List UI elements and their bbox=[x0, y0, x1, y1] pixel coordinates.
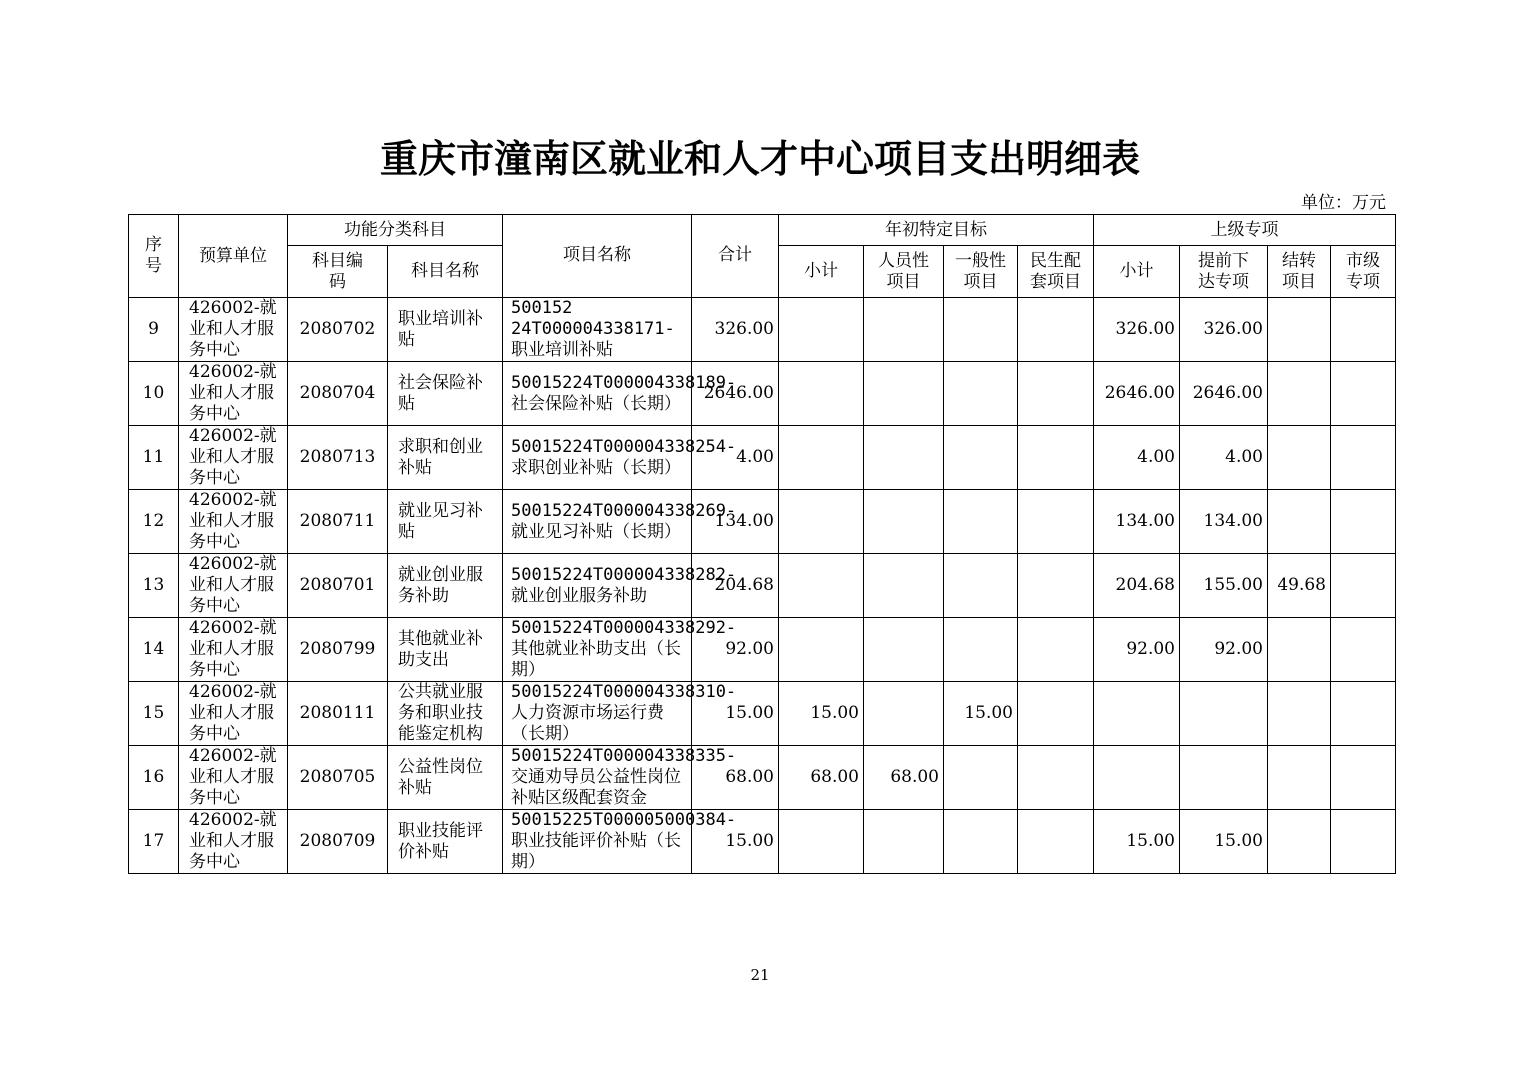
cell-personnel bbox=[864, 682, 944, 746]
cell-livelihood bbox=[1018, 810, 1094, 874]
cell-code: 2080702 bbox=[288, 298, 388, 362]
cell-superior-subtotal bbox=[1094, 746, 1180, 810]
cell-carryover: 49.68 bbox=[1268, 554, 1331, 618]
cell-personnel bbox=[864, 298, 944, 362]
header-subject-code: 科目编码 bbox=[288, 246, 388, 298]
cell-general bbox=[944, 490, 1018, 554]
cell-personnel bbox=[864, 426, 944, 490]
cell-carryover bbox=[1268, 618, 1331, 682]
cell-general bbox=[944, 746, 1018, 810]
cell-code: 2080705 bbox=[288, 746, 388, 810]
header-superior-group: 上级专项 bbox=[1094, 215, 1396, 246]
cell-livelihood bbox=[1018, 490, 1094, 554]
cell-superior-subtotal: 134.00 bbox=[1094, 490, 1180, 554]
cell-seq: 17 bbox=[129, 810, 179, 874]
cell-city bbox=[1331, 618, 1396, 682]
header-budget-unit: 预算单位 bbox=[179, 215, 288, 298]
cell-subject-name: 职业培训补贴 bbox=[388, 298, 503, 362]
cell-total: 204.68 bbox=[692, 554, 779, 618]
cell-total: 92.00 bbox=[692, 618, 779, 682]
cell-carryover bbox=[1268, 362, 1331, 426]
cell-superior-subtotal: 326.00 bbox=[1094, 298, 1180, 362]
cell-livelihood bbox=[1018, 362, 1094, 426]
page-title: 重庆市潼南区就业和人才中心项目支出明细表 bbox=[379, 136, 1140, 181]
cell-subject-name: 其他就业补助支出 bbox=[388, 618, 503, 682]
cell-unit: 426002-就业和人才服务中心 bbox=[179, 746, 288, 810]
cell-personnel bbox=[864, 490, 944, 554]
cell-unit: 426002-就业和人才服务中心 bbox=[179, 554, 288, 618]
cell-code: 2080704 bbox=[288, 362, 388, 426]
unit-label: 单位：万元 bbox=[1301, 193, 1386, 213]
cell-unit: 426002-就业和人才服务中心 bbox=[179, 490, 288, 554]
cell-total: 15.00 bbox=[692, 682, 779, 746]
cell-carryover bbox=[1268, 298, 1331, 362]
cell-subject-name: 求职和创业补贴 bbox=[388, 426, 503, 490]
header-subject-name: 科目名称 bbox=[388, 246, 503, 298]
table-row bbox=[129, 554, 1396, 618]
cell-advance: 155.00 bbox=[1180, 554, 1268, 618]
cell-annual-subtotal bbox=[779, 618, 864, 682]
cell-total: 4.00 bbox=[692, 426, 779, 490]
cell-superior-subtotal: 2646.00 bbox=[1094, 362, 1180, 426]
cell-project: 50015224T000004338269-就业见习补贴（长期） bbox=[503, 490, 692, 554]
cell-unit: 426002-就业和人才服务中心 bbox=[179, 810, 288, 874]
cell-project: 50015224T000004338189-社会保险补贴（长期） bbox=[503, 362, 692, 426]
cell-annual-subtotal bbox=[779, 426, 864, 490]
cell-seq: 16 bbox=[129, 746, 179, 810]
cell-code: 2080701 bbox=[288, 554, 388, 618]
cell-subject-name: 公共就业服务和职业技能鉴定机构 bbox=[388, 682, 503, 746]
cell-livelihood bbox=[1018, 618, 1094, 682]
header-annual-subtotal: 小计 bbox=[779, 246, 864, 298]
header-project-name: 项目名称 bbox=[503, 215, 692, 298]
cell-project: 50015224T000004338310-人力资源市场运行费（长期） bbox=[503, 682, 692, 746]
cell-code: 2080111 bbox=[288, 682, 388, 746]
header-general: 一般性项目 bbox=[944, 246, 1018, 298]
cell-carryover bbox=[1268, 810, 1331, 874]
header-advance: 提前下达专项 bbox=[1180, 246, 1268, 298]
table-row bbox=[129, 810, 1396, 874]
cell-annual-subtotal bbox=[779, 362, 864, 426]
cell-project: 50015225T000005000384-职业技能评价补贴（长期） bbox=[503, 810, 692, 874]
cell-total: 2646.00 bbox=[692, 362, 779, 426]
cell-annual-subtotal bbox=[779, 810, 864, 874]
cell-general bbox=[944, 426, 1018, 490]
cell-project: 50015224T000004338282-就业创业服务补助 bbox=[503, 554, 692, 618]
page-number: 21 bbox=[750, 966, 770, 984]
cell-city bbox=[1331, 682, 1396, 746]
table-row bbox=[129, 618, 1396, 682]
header-annual-group: 年初特定目标 bbox=[779, 215, 1094, 246]
cell-seq: 15 bbox=[129, 682, 179, 746]
header-livelihood: 民生配套项目 bbox=[1018, 246, 1094, 298]
header-personnel: 人员性项目 bbox=[864, 246, 944, 298]
cell-advance: 4.00 bbox=[1180, 426, 1268, 490]
cell-city bbox=[1331, 362, 1396, 426]
cell-personnel bbox=[864, 362, 944, 426]
cell-seq: 10 bbox=[129, 362, 179, 426]
table-body bbox=[129, 298, 1396, 874]
cell-personnel: 68.00 bbox=[864, 746, 944, 810]
cell-seq: 9 bbox=[129, 298, 179, 362]
cell-subject-name: 公益性岗位补贴 bbox=[388, 746, 503, 810]
table-row bbox=[129, 490, 1396, 554]
cell-superior-subtotal: 4.00 bbox=[1094, 426, 1180, 490]
header-total: 合计 bbox=[692, 215, 779, 298]
cell-city bbox=[1331, 554, 1396, 618]
cell-seq: 14 bbox=[129, 618, 179, 682]
cell-project: 50015224T000004338254-求职创业补贴（长期） bbox=[503, 426, 692, 490]
cell-personnel bbox=[864, 618, 944, 682]
header-city: 市级专项 bbox=[1331, 246, 1396, 298]
cell-carryover bbox=[1268, 682, 1331, 746]
cell-project: 50015224T000004338292-其他就业补助支出（长期） bbox=[503, 618, 692, 682]
cell-carryover bbox=[1268, 490, 1331, 554]
table-row bbox=[129, 746, 1396, 810]
cell-seq: 11 bbox=[129, 426, 179, 490]
cell-unit: 426002-就业和人才服务中心 bbox=[179, 682, 288, 746]
cell-subject-name: 社会保险补贴 bbox=[388, 362, 503, 426]
cell-superior-subtotal: 92.00 bbox=[1094, 618, 1180, 682]
cell-annual-subtotal: 68.00 bbox=[779, 746, 864, 810]
header-func-group: 功能分类科目 bbox=[288, 215, 503, 246]
cell-subject-name: 就业创业服务补助 bbox=[388, 554, 503, 618]
header-superior-subtotal: 小计 bbox=[1094, 246, 1180, 298]
project-expenditure-table bbox=[128, 214, 1396, 874]
cell-advance: 2646.00 bbox=[1180, 362, 1268, 426]
cell-general bbox=[944, 554, 1018, 618]
cell-total: 326.00 bbox=[692, 298, 779, 362]
cell-carryover bbox=[1268, 426, 1331, 490]
cell-seq: 12 bbox=[129, 490, 179, 554]
cell-seq: 13 bbox=[129, 554, 179, 618]
table-row bbox=[129, 298, 1396, 362]
header-seq: 序号 bbox=[129, 215, 179, 298]
header-carryover: 结转项目 bbox=[1268, 246, 1331, 298]
cell-annual-subtotal: 15.00 bbox=[779, 682, 864, 746]
cell-total: 15.00 bbox=[692, 810, 779, 874]
cell-general bbox=[944, 298, 1018, 362]
cell-superior-subtotal: 15.00 bbox=[1094, 810, 1180, 874]
cell-advance: 92.00 bbox=[1180, 618, 1268, 682]
cell-advance: 134.00 bbox=[1180, 490, 1268, 554]
cell-city bbox=[1331, 746, 1396, 810]
cell-general bbox=[944, 810, 1018, 874]
cell-advance: 15.00 bbox=[1180, 810, 1268, 874]
cell-total: 68.00 bbox=[692, 746, 779, 810]
cell-city bbox=[1331, 490, 1396, 554]
cell-city bbox=[1331, 810, 1396, 874]
cell-city bbox=[1331, 426, 1396, 490]
cell-advance: 326.00 bbox=[1180, 298, 1268, 362]
cell-annual-subtotal bbox=[779, 298, 864, 362]
cell-subject-name: 就业见习补贴 bbox=[388, 490, 503, 554]
cell-subject-name: 职业技能评价补贴 bbox=[388, 810, 503, 874]
cell-code: 2080711 bbox=[288, 490, 388, 554]
cell-unit: 426002-就业和人才服务中心 bbox=[179, 362, 288, 426]
cell-general: 15.00 bbox=[944, 682, 1018, 746]
cell-personnel bbox=[864, 554, 944, 618]
cell-annual-subtotal bbox=[779, 554, 864, 618]
cell-carryover bbox=[1268, 746, 1331, 810]
table-row bbox=[129, 426, 1396, 490]
cell-general bbox=[944, 362, 1018, 426]
cell-advance bbox=[1180, 746, 1268, 810]
cell-livelihood bbox=[1018, 554, 1094, 618]
cell-unit: 426002-就业和人才服务中心 bbox=[179, 618, 288, 682]
cell-city bbox=[1331, 298, 1396, 362]
cell-project: 50015224T000004338335-交通劝导员公益性岗位补贴区级配套资金 bbox=[503, 746, 692, 810]
cell-superior-subtotal: 204.68 bbox=[1094, 554, 1180, 618]
cell-general bbox=[944, 618, 1018, 682]
cell-livelihood bbox=[1018, 298, 1094, 362]
cell-livelihood bbox=[1018, 682, 1094, 746]
cell-annual-subtotal bbox=[779, 490, 864, 554]
cell-unit: 426002-就业和人才服务中心 bbox=[179, 298, 288, 362]
cell-project: 500152 24T000004338171-职业培训补贴 bbox=[503, 298, 692, 362]
table-row bbox=[129, 362, 1396, 426]
cell-advance bbox=[1180, 682, 1268, 746]
cell-livelihood bbox=[1018, 746, 1094, 810]
cell-code: 2080713 bbox=[288, 426, 388, 490]
cell-superior-subtotal bbox=[1094, 682, 1180, 746]
cell-code: 2080799 bbox=[288, 618, 388, 682]
cell-total: 134.00 bbox=[692, 490, 779, 554]
cell-livelihood bbox=[1018, 426, 1094, 490]
cell-personnel bbox=[864, 810, 944, 874]
table-row bbox=[129, 682, 1396, 746]
cell-code: 2080709 bbox=[288, 810, 388, 874]
cell-unit: 426002-就业和人才服务中心 bbox=[179, 426, 288, 490]
